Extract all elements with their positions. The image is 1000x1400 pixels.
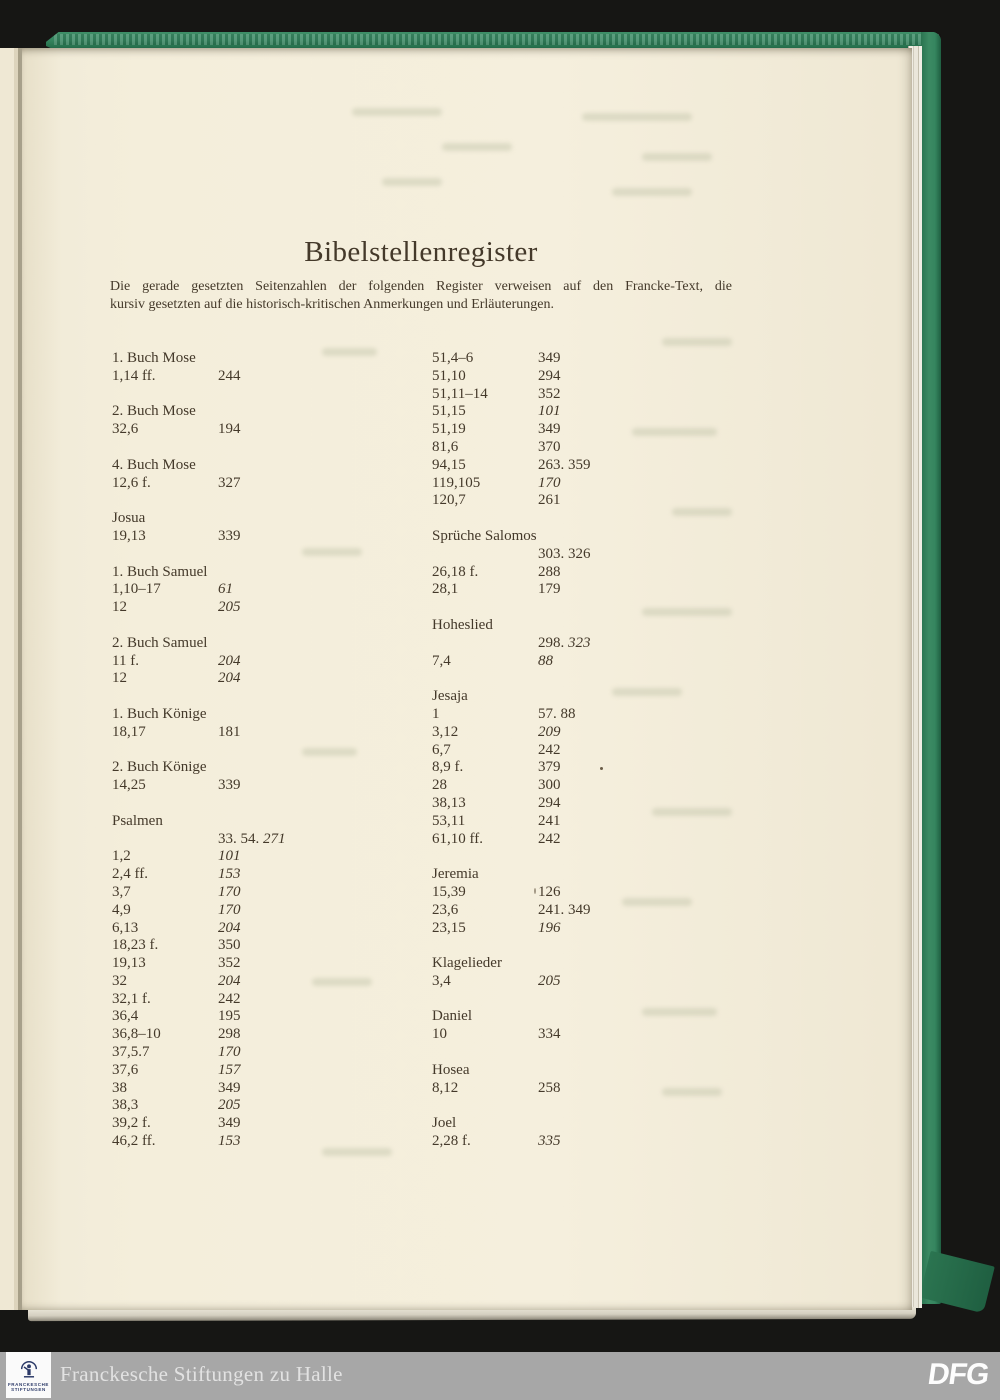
- page-number-italic: 88: [538, 652, 553, 669]
- register-entry: [432, 564, 752, 582]
- page-numbers: [218, 1133, 241, 1151]
- page-numbers: [538, 653, 553, 671]
- register-entry: [112, 777, 432, 795]
- page-number: 349: [538, 350, 561, 366]
- register-entry: [112, 973, 432, 991]
- intro-paragraph: [110, 278, 732, 313]
- register-entry: [432, 421, 752, 439]
- register-group: [112, 759, 432, 795]
- page-number: 241: [538, 812, 561, 829]
- page-numbers: [538, 1080, 561, 1098]
- page-numbers: [538, 813, 561, 831]
- library-name: Franckesche Stiftungen zu Halle: [60, 1362, 343, 1386]
- register-group: [112, 813, 432, 1151]
- register-entry: [432, 742, 752, 760]
- page-numbers: [218, 937, 241, 955]
- register-group: [432, 528, 752, 599]
- verse-ref: 7,4: [432, 652, 451, 669]
- register-entry: [112, 955, 432, 973]
- page-number: 370: [538, 438, 561, 455]
- verse-ref: 94,15: [432, 456, 466, 473]
- book-heading: 1. Buch Könige: [112, 705, 207, 722]
- page-number-italic: 204: [218, 919, 241, 936]
- page-numbers: [218, 475, 241, 493]
- page-numbers: [218, 1080, 241, 1098]
- page-number-italic: 335: [538, 1133, 561, 1150]
- page-number: 195: [218, 1008, 241, 1025]
- page-number-italic: 170: [218, 901, 241, 918]
- register-entry: [432, 439, 752, 457]
- page-numbers: [538, 920, 561, 938]
- page-numbers: [538, 724, 561, 742]
- page-numbers: [538, 350, 561, 368]
- register-entry: [432, 403, 752, 421]
- page-number: 258: [538, 1079, 561, 1096]
- verse-ref: 10: [432, 1026, 447, 1043]
- verse-ref: 53,11: [432, 812, 466, 829]
- register-entry: [432, 813, 752, 831]
- register-entry: [432, 546, 752, 564]
- verse-ref: 81,6: [432, 438, 459, 455]
- register-entry: [112, 848, 432, 866]
- page-number-italic: 205: [218, 599, 241, 616]
- register-entry: [432, 884, 752, 902]
- book-heading: 2. Buch Könige: [112, 759, 207, 776]
- page-numbers: [218, 777, 241, 795]
- register-entry: [432, 368, 752, 386]
- page-number: 244: [218, 367, 241, 384]
- page-number: 288: [538, 563, 561, 580]
- page-numbers: [218, 973, 241, 991]
- page-number-italic: 205: [218, 1097, 241, 1114]
- show-through-artifact: [352, 108, 442, 116]
- francke-figure-icon: [18, 1359, 40, 1381]
- page-number-italic: 153: [218, 866, 241, 883]
- page-number-italic: 209: [538, 723, 561, 740]
- register-entry: [112, 421, 432, 439]
- verse-ref: 119,105: [432, 474, 481, 491]
- page-number: 352: [218, 955, 241, 972]
- verse-ref: 32: [112, 972, 127, 989]
- register-entry: [432, 350, 752, 368]
- page-number: 349: [538, 421, 561, 438]
- page-numbers: [218, 1115, 241, 1133]
- register-entry: [112, 724, 432, 742]
- page-numbers: [538, 1026, 561, 1044]
- page-number-italic: 204: [218, 652, 241, 669]
- page-number: 181: [218, 723, 241, 740]
- verse-ref: 36,8–10: [112, 1026, 161, 1043]
- page-number: 379: [538, 759, 561, 776]
- logo-line-1: FRANCKESCHE: [7, 1381, 50, 1387]
- page-numbers: [538, 759, 561, 777]
- book-page: [20, 48, 912, 1310]
- verse-ref: 19,13: [112, 955, 146, 972]
- register-entry: [112, 937, 432, 955]
- verse-ref: 14,25: [112, 777, 146, 794]
- register-group: [432, 866, 752, 937]
- verse-ref: 37,5.7: [112, 1044, 150, 1061]
- page-numbers: [538, 492, 561, 510]
- verse-ref: 15,39: [432, 883, 466, 900]
- page-number-italic: 61: [218, 581, 233, 598]
- register-entry: [112, 1062, 432, 1080]
- page-number: 241. 349: [538, 901, 591, 918]
- register-column-left: [112, 350, 432, 1151]
- page-title: Bibelstellenregister: [304, 236, 538, 268]
- page-number-italic: 157: [218, 1061, 241, 1078]
- verse-ref: 12,6 f.: [112, 474, 151, 491]
- register-group: [112, 564, 432, 617]
- register-entry: [112, 670, 432, 688]
- book-heading: 1. Buch Samuel: [112, 563, 208, 580]
- intro-line-1: Die gerade gesetzten Seitenzahlen der folgenden Register verweisen auf den Francke-Text, die: [110, 279, 732, 294]
- page-numbers: [218, 421, 241, 439]
- register-entry: [432, 635, 752, 653]
- viewer-footer: [0, 1352, 1000, 1400]
- logo-line-2: STIFTUNGEN: [11, 1386, 46, 1392]
- verse-ref: 1,10–17: [112, 581, 161, 598]
- page-numbers: [218, 902, 241, 920]
- register-entry: [432, 795, 752, 813]
- page-numbers: [218, 991, 241, 1009]
- register-entry: [432, 973, 752, 991]
- page-numbers: [538, 403, 561, 421]
- page-number-italic: 204: [218, 670, 241, 687]
- page-number: 33. 54.: [218, 830, 263, 847]
- page-number: 194: [218, 421, 241, 438]
- verse-ref: 6,13: [112, 919, 139, 936]
- show-through-artifact: [662, 338, 732, 346]
- verse-ref: 120,7: [432, 492, 466, 509]
- page-number: 294: [538, 367, 561, 384]
- page-number-italic: 170: [538, 474, 561, 491]
- verse-ref: [432, 546, 538, 564]
- book-heading: Joel: [432, 1115, 457, 1132]
- book-heading: Jesaja: [432, 688, 468, 705]
- register-entry: [432, 724, 752, 742]
- register-entry: [432, 492, 752, 510]
- book-heading: Sprüche Salomos: [432, 527, 537, 544]
- book-heading: Klagelieder: [432, 955, 502, 972]
- page-number: 261: [538, 492, 561, 509]
- register-entry: [432, 759, 752, 777]
- verse-ref: 1: [432, 705, 440, 722]
- verse-ref: 12: [112, 670, 127, 687]
- show-through-artifact: [612, 188, 692, 196]
- verse-ref: 36,4: [112, 1008, 139, 1025]
- intro-line-2: kursiv gesetzten auf die historisch-kritischen Anmerkungen und Erläuterungen.: [110, 296, 554, 312]
- verse-ref: 2,4 ff.: [112, 866, 148, 883]
- page-numbers: [218, 599, 241, 617]
- register-entry: [432, 777, 752, 795]
- verse-ref: 4,9: [112, 901, 131, 918]
- show-through-artifact: [382, 178, 442, 186]
- page-number-italic: 323: [568, 634, 591, 651]
- book-heading: Josua: [112, 510, 146, 527]
- page-number: 352: [538, 385, 561, 402]
- register-entry: [112, 991, 432, 1009]
- verse-ref: 51,15: [432, 403, 466, 420]
- verse-ref: 11 f.: [112, 652, 139, 669]
- page-numbers: [538, 421, 561, 439]
- verse-ref: 6,7: [432, 741, 451, 758]
- register-group: [432, 617, 752, 670]
- show-through-artifact: [642, 153, 712, 161]
- book-heading: Hoheslied: [432, 616, 493, 633]
- page-number: 294: [538, 794, 561, 811]
- verse-ref: 28: [432, 777, 447, 794]
- page-numbers: [538, 635, 591, 653]
- ink-speck: [534, 888, 536, 894]
- register-entry: [112, 1097, 432, 1115]
- page-numbers: [218, 528, 241, 546]
- page-numbers: [538, 706, 576, 724]
- dfg-logo[interactable]: DFG: [925, 1358, 991, 1391]
- page-numbers: [538, 1133, 561, 1151]
- register-entry: [432, 1133, 752, 1151]
- register-group: [112, 510, 432, 546]
- page-numbers: [218, 920, 241, 938]
- page-number-italic: 101: [538, 403, 561, 420]
- register-entry: [432, 581, 752, 599]
- show-through-artifact: [442, 143, 512, 151]
- register-entry: [432, 831, 752, 849]
- verse-ref: 38,13: [432, 794, 466, 811]
- page-number: 300: [538, 777, 561, 794]
- verse-ref: 1,14 ff.: [112, 367, 156, 384]
- page-numbers: [218, 1044, 241, 1062]
- register-entry: [112, 653, 432, 671]
- register-entry: [112, 1080, 432, 1098]
- register-group: [112, 457, 432, 493]
- verse-ref: 51,11–14: [432, 385, 488, 402]
- page-numbers: [218, 866, 241, 884]
- page-numbers: [538, 475, 561, 493]
- register-entry: [432, 475, 752, 493]
- register-entry: [112, 1044, 432, 1062]
- register-group: [112, 350, 432, 386]
- book-heading: 2. Buch Mose: [112, 403, 196, 420]
- verse-ref: 2,28 f.: [432, 1133, 471, 1150]
- verse-ref: 46,2 ff.: [112, 1133, 156, 1150]
- verse-ref: 3,4: [432, 972, 451, 989]
- page-number: 242: [218, 990, 241, 1007]
- page-numbers: [538, 742, 561, 760]
- register-group: [112, 635, 432, 688]
- page-numbers: [218, 653, 241, 671]
- page-number: 350: [218, 937, 241, 954]
- verse-ref: 28,1: [432, 581, 459, 598]
- register-entry: [432, 706, 752, 724]
- logo-wordmark: [8, 1382, 49, 1392]
- page-number: 349: [218, 1079, 241, 1096]
- page-number: 242: [538, 741, 561, 758]
- page-numbers: [538, 777, 561, 795]
- book-heading: 2. Buch Samuel: [112, 634, 208, 651]
- verse-ref: 8,9 f.: [432, 759, 464, 776]
- page-numbers: [538, 884, 561, 902]
- page-number: 263. 359: [538, 456, 591, 473]
- register-group: [432, 1115, 752, 1151]
- register-entry: [432, 386, 752, 404]
- page-number-italic: 271: [263, 830, 286, 847]
- page-numbers: [218, 1026, 241, 1044]
- page-number-italic: 205: [538, 972, 561, 989]
- register-entry: [112, 1008, 432, 1026]
- book-heading: Hosea: [432, 1061, 470, 1078]
- verse-ref: 12: [112, 599, 127, 616]
- page-number: 298: [218, 1026, 241, 1043]
- verse-ref: 3,12: [432, 723, 459, 740]
- page-number: 339: [218, 777, 241, 794]
- register-group: [432, 1062, 752, 1098]
- page-numbers: [538, 386, 561, 404]
- verse-ref: 39,2 f.: [112, 1115, 151, 1132]
- verse-ref: 23,15: [432, 919, 466, 936]
- page-numbers: [218, 848, 241, 866]
- verse-ref: 32,1 f.: [112, 990, 151, 1007]
- show-through-artifact: [582, 113, 692, 121]
- page-numbers: [218, 724, 241, 742]
- page-numbers: [218, 1097, 241, 1115]
- page-numbers: [538, 581, 561, 599]
- verse-ref: 38,3: [112, 1097, 139, 1114]
- page-edge-left-gutter: [0, 48, 20, 1310]
- page-number: 126: [538, 883, 561, 900]
- verse-ref: 19,13: [112, 527, 146, 544]
- register-group: [112, 706, 432, 742]
- verse-ref: 23,6: [432, 901, 459, 918]
- verse-ref: 18,17: [112, 723, 146, 740]
- verse-ref: 51,4–6: [432, 350, 474, 366]
- register-entry: [112, 866, 432, 884]
- register-entry: [112, 528, 432, 546]
- register-entry: [432, 902, 752, 920]
- register-entry: [112, 902, 432, 920]
- register-group: [432, 1008, 752, 1044]
- verse-ref: 51,19: [432, 421, 466, 438]
- page-number-italic: 204: [218, 972, 241, 989]
- register-entry: [112, 884, 432, 902]
- page-numbers: [538, 546, 591, 564]
- register-entry: [112, 599, 432, 617]
- book-heading: 1. Buch Mose: [112, 350, 196, 366]
- verse-ref: [112, 831, 218, 849]
- register-entry: [432, 920, 752, 938]
- page-numbers: [538, 564, 561, 582]
- register-entry: [112, 1026, 432, 1044]
- page-number: 339: [218, 527, 241, 544]
- page-numbers: [538, 795, 561, 813]
- register-entry: [112, 368, 432, 386]
- book-heading: Psalmen: [112, 812, 163, 829]
- page-number-italic: 170: [218, 1044, 241, 1061]
- verse-ref: 8,12: [432, 1079, 459, 1096]
- verse-ref: 18,23 f.: [112, 937, 159, 954]
- page-numbers: [218, 581, 233, 599]
- verse-ref: [432, 635, 538, 653]
- register-entry: [112, 475, 432, 493]
- register-entry: [432, 1080, 752, 1098]
- verse-ref: 26,18 f.: [432, 563, 479, 580]
- book-heading: 4. Buch Mose: [112, 456, 196, 473]
- page-number-italic: 196: [538, 919, 561, 936]
- page-numbers: [218, 884, 241, 902]
- register-group: [432, 350, 752, 510]
- page-number-italic: 101: [218, 848, 241, 865]
- register-entry: [432, 653, 752, 671]
- page-numbers: [218, 1062, 241, 1080]
- page-numbers: [218, 670, 241, 688]
- book-heading: Jeremia: [432, 866, 479, 883]
- franckesche-stiftungen-logo[interactable]: [6, 1352, 51, 1398]
- page-number: 334: [538, 1026, 561, 1043]
- book-heading: Daniel: [432, 1008, 472, 1025]
- page-number: 303. 326: [538, 545, 591, 562]
- verse-ref: 61,10 ff.: [432, 830, 483, 847]
- register-column-right: [432, 350, 752, 1151]
- verse-ref: 37,6: [112, 1061, 139, 1078]
- page-numbers: [218, 1008, 241, 1026]
- page-numbers: [538, 439, 561, 457]
- page-number: 349: [218, 1115, 241, 1132]
- verse-ref: 38: [112, 1079, 127, 1096]
- register-group: [432, 688, 752, 848]
- register-entry: [432, 457, 752, 475]
- register-entry: [112, 831, 432, 849]
- register-group: [112, 403, 432, 439]
- register-group: [432, 955, 752, 991]
- page-numbers: [538, 368, 561, 386]
- register-entry: [112, 1133, 432, 1151]
- register-entry: [112, 1115, 432, 1133]
- verse-ref: 3,7: [112, 883, 131, 900]
- page-numbers: [218, 368, 241, 386]
- ink-speck: [600, 767, 603, 770]
- register-entry: [112, 920, 432, 938]
- page-numbers: [218, 831, 286, 849]
- page-numbers: [218, 955, 241, 973]
- page-number-italic: 153: [218, 1133, 241, 1150]
- verse-ref: 51,10: [432, 367, 466, 384]
- verse-ref: 1,2: [112, 848, 131, 865]
- cover-cloth-texture: [54, 34, 941, 45]
- page-number: 179: [538, 581, 561, 598]
- page-numbers: [538, 831, 561, 849]
- page-number: 242: [538, 830, 561, 847]
- verse-ref: 32,6: [112, 421, 139, 438]
- register-entry: [432, 1026, 752, 1044]
- register-entry: [112, 581, 432, 599]
- page-numbers: [538, 973, 561, 991]
- page-number-italic: 170: [218, 883, 241, 900]
- page-number: 327: [218, 474, 241, 491]
- page-numbers: [538, 902, 591, 920]
- page-number: 57. 88: [538, 705, 576, 722]
- page-numbers: [538, 457, 591, 475]
- book-cover-right-edge: [921, 32, 941, 1304]
- page-number: 298.: [538, 634, 568, 651]
